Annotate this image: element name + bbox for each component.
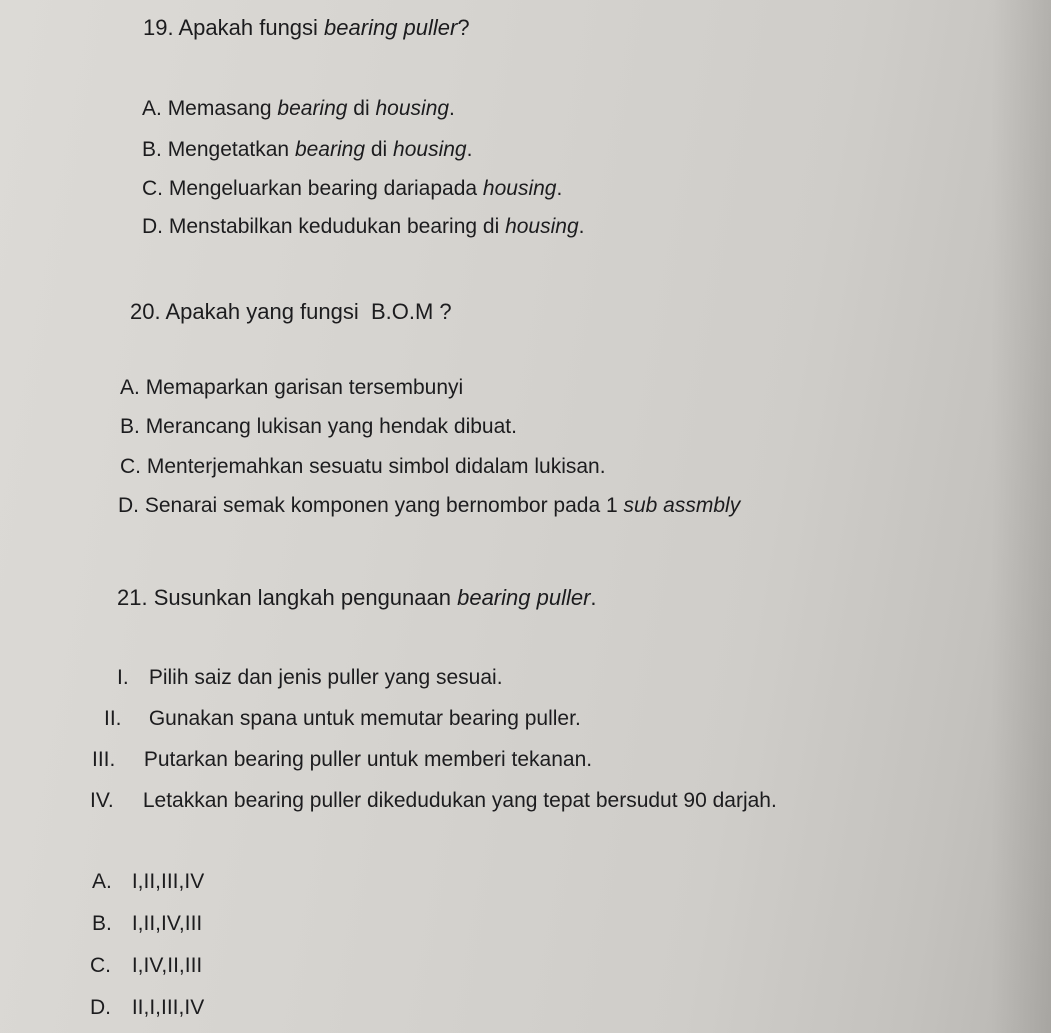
option-letter: B.: [120, 415, 140, 438]
q21-option-b: B. I,II,IV,III: [92, 912, 203, 935]
question-20: [130, 300, 452, 324]
q21-option-c: C. I,IV,II,III: [90, 954, 203, 977]
question-number: 20.: [130, 299, 161, 324]
q20-option-d: D. Senarai semak komponen yang bernombor pada 1 sub assmbly: [118, 494, 741, 517]
option-letter: D.: [90, 996, 111, 1019]
option-letter: A.: [92, 870, 112, 893]
q20-option-c: C. Menterjemahkan sesuatu simbol didalam lukisan.: [120, 455, 606, 478]
question-number: 21.: [117, 585, 148, 610]
option-letter: A.: [120, 376, 140, 399]
question-text-post: ?: [457, 15, 470, 40]
q21-option-a: A. I,II,III,IV: [92, 870, 205, 893]
step-numeral: I.: [117, 666, 129, 689]
step-numeral: IV.: [90, 789, 114, 812]
q21-step-2: II. Gunakan spana untuk memutar bearing puller.: [104, 707, 581, 730]
question-number: 19.: [143, 15, 174, 40]
q21-option-d: D. II,I,III,IV: [90, 996, 205, 1019]
page-shadow: [991, 0, 1051, 1033]
question-text-pre: Susunkan langkah pengunaan: [153, 585, 458, 610]
question-text: Apakah yang fungsi B.O.M ?: [165, 299, 452, 324]
q19-option-a: A. Memasang bearing di housing.: [142, 97, 455, 120]
step-numeral: III.: [92, 748, 116, 771]
option-letter: A.: [142, 97, 162, 120]
question-text-em: bearing puller: [457, 585, 591, 610]
step-numeral: II.: [104, 707, 122, 730]
q19-option-b: B. Mengetatkan bearing di housing.: [142, 138, 473, 161]
question-text-em: bearing puller: [324, 15, 458, 40]
option-letter: C.: [142, 177, 163, 200]
question-text-post: .: [590, 585, 597, 610]
q21-step-4: IV. Letakkan bearing puller dikedudukan yang tepat bersudut 90 darjah.: [90, 789, 777, 812]
q19-option-c: C. Mengeluarkan bearing dariapada housing.: [142, 177, 563, 200]
q20-option-b: B. Merancang lukisan yang hendak dibuat.: [120, 415, 517, 438]
option-letter: D.: [118, 494, 139, 517]
option-letter: B.: [142, 138, 162, 161]
option-letter: C.: [120, 455, 141, 478]
q21-step-3: III. Putarkan bearing puller untuk memberi tekanan.: [92, 748, 593, 771]
question-19: [143, 16, 470, 40]
option-letter: C.: [90, 954, 111, 977]
q21-step-1: I. Pilih saiz dan jenis puller yang sesuai.: [117, 666, 503, 689]
option-letter: D.: [142, 215, 163, 238]
question-21: [117, 586, 597, 610]
question-text-pre: Apakah fungsi: [178, 15, 325, 40]
option-letter: B.: [92, 912, 112, 935]
q20-option-a: A. Memaparkan garisan tersembunyi: [120, 376, 464, 399]
q19-option-d: D. Menstabilkan kedudukan bearing di housing.: [142, 215, 585, 238]
